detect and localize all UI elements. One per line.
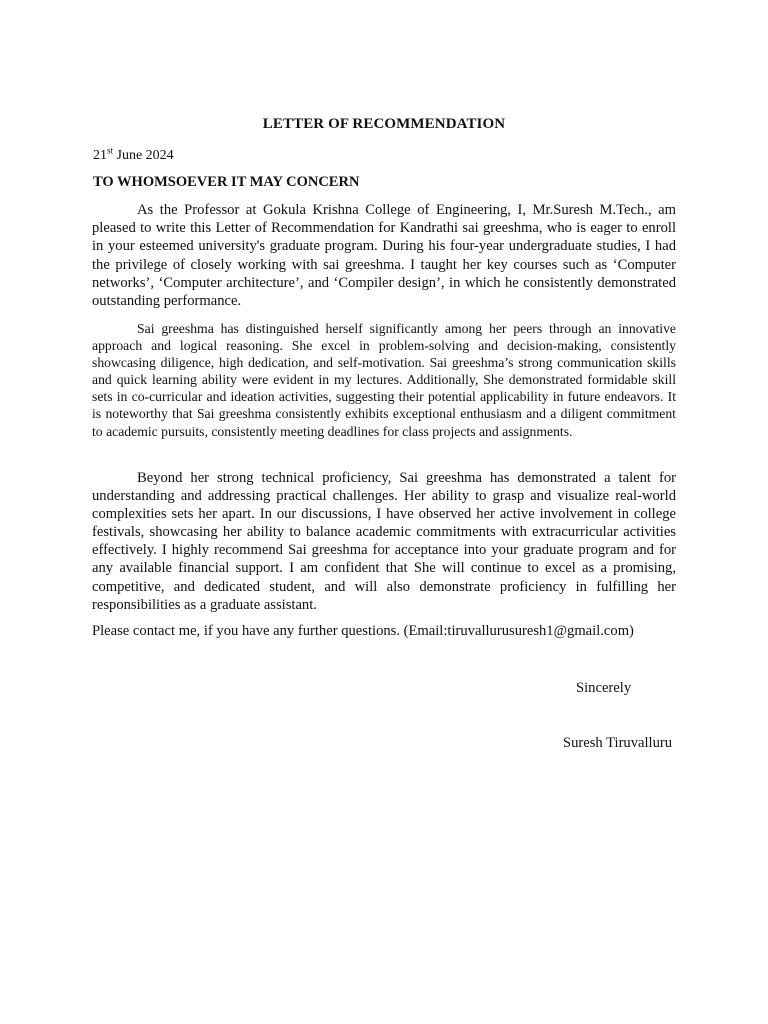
salutation: TO WHOMSOEVER IT MAY CONCERN <box>93 174 360 190</box>
signature-name: Suresh Tiruvalluru <box>563 735 673 751</box>
paragraph-qualities: Sai greeshma has distinguished herself significantly among her peers through an innovative approach and logical reasoning. She excel in problem-solving and decision-making, consistently showcasing diligence, high dedication, and self-motivation. Sai greeshma’s strong communication skills and quick learning ability were evident in my lectures. Additionally, She demonstrated formidable skill sets in co-curricular and ideation activities, suggesting their potential applicability in future endeavors. It is noteworthy that Sai greeshma consistently exhibits exceptional enthusiasm and a diligent commitment to academic pursuits, consistently meeting deadlines for class projects and assignments. <box>92 321 676 439</box>
closing: Sincerely <box>576 680 632 696</box>
letter-date <box>93 145 174 164</box>
letter-title: LETTER OF RECOMMENDATION <box>262 116 506 132</box>
contact-line: Please contact me, if you have any further questions. (Email:tiruvallurusuresh1@gmail.com) <box>92 623 634 639</box>
date-day: 21 <box>93 148 107 163</box>
paragraph-recommendation: Beyond her strong technical proficiency, Sai greeshma has demonstrated a talent for understanding and addressing practical challenges. Her ability to grasp and visualize real-world complexities sets her apart. In our discussions, I have observed her active involvement in college festivals, showcasing her ability to balance academic commitments with extracurricular activities effectively. I highly recommend Sai greeshma for acceptance into your graduate program and for any available financial support. I am confident that She will continue to excel as a promising, competitive, and dedicated student, and will also demonstrate proficiency in fulfilling her responsibilities as a graduate assistant. <box>92 470 676 613</box>
paragraph-introduction: As the Professor at Gokula Krishna College of Engineering, I, Mr.Suresh M.Tech., am pleased to write this Letter of Recommendation for Kandrathi sai greeshma, who is eager to enroll in your esteemed university's graduate program. During his four-year undergraduate studies, I had the privilege of closely working with sai greeshma. I taught her key courses such as ‘Computer networks’, ‘Computer architecture’, and ‘Compiler design’, in which he consistently demonstrated outstanding performance. <box>92 202 676 310</box>
date-month-year: June 2024 <box>113 148 174 163</box>
date-suffix: st <box>107 145 114 156</box>
